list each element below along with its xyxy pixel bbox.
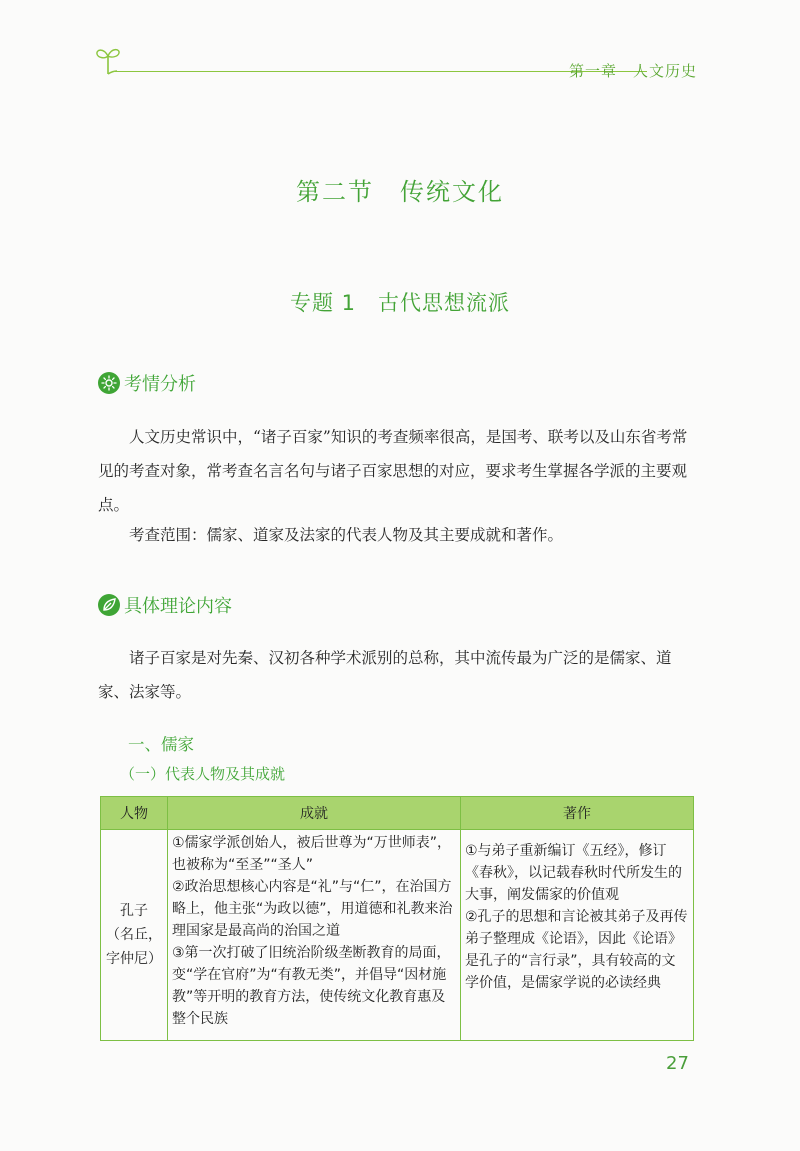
leaf-icon [98,594,120,616]
confucianism-heading: 一、儒家 [128,735,194,754]
table-header-row [101,797,694,830]
running-header [95,44,705,84]
theory-heading-text: 具体理论内容 [124,596,232,617]
header-person: 人物 [101,797,168,830]
header-rule [115,71,647,72]
theory-heading [98,592,232,618]
exam-analysis-heading-text: 考情分析 [124,374,196,395]
works-cell [461,830,694,1041]
achievements-cell [168,830,461,1041]
exam-analysis-paragraph-2: 考查范围：儒家、道家及法家的代表人物及其主要成就和著作。 [129,526,564,544]
representatives-heading: （一）代表人物及其成就 [120,765,286,783]
header-works: 著作 [461,797,694,830]
achievement-item: ②政治思想核心内容是“礼”与“仁”，在治国方略上，他主张“为政以德”，用道德和礼教来治理国家是最高尚的治国之道 [172,879,453,939]
person-name: 孔子 [120,903,148,919]
achievement-item: ③第一次打破了旧统治阶级垄断教育的局面，变“学在官府”为“有教无类”，并倡导“因材施教”等开明的教育方法，使传统文化教育惠及整个民族 [172,945,451,1027]
table-row [101,830,694,1041]
topic-title: 专题 1 古代思想流派 [289,291,511,315]
person-courtesy-name: 字仲尼） [106,951,162,967]
header-achievements: 成就 [168,797,461,830]
section-title: 第二节 传统文化 [296,178,504,206]
theory-paragraph: 诸子百家是对先秦、汉初各种学术派别的总称，其中流传最为广泛的是儒家、道家、法家等。 [98,649,672,701]
confucianism-table [100,796,694,1041]
exam-analysis-heading [98,370,196,396]
sprout-icon [95,44,121,78]
person-given-name: （名丘， [106,927,162,943]
work-item: ②孔子的思想和言论被其弟子及再传弟子整理成《论语》，因此《论语》是孔子的“言行录”，具有较高的文学价值，是儒家学说的必读经典 [465,909,688,991]
exam-analysis-paragraph-1: 人文历史常识中，“诸子百家”知识的考查频率很高，是国考、联考以及山东省考常见的考查对象，常考查名言名句与诸子百家思想的对应，要求考生掌握各学派的主要观点。 [98,428,688,514]
person-cell [101,830,168,1041]
sun-icon [98,372,120,394]
page-number: 27 [666,1053,689,1074]
achievement-item: ①儒家学派创始人，被后世尊为“万世师表”，也被称为“至圣”“圣人” [172,835,452,873]
work-item: ①与弟子重新编订《五经》，修订《春秋》，以记载春秋时代所发生的大事，阐发儒家的价值观 [465,843,682,903]
chapter-title: 第一章 人文历史 [568,62,697,80]
